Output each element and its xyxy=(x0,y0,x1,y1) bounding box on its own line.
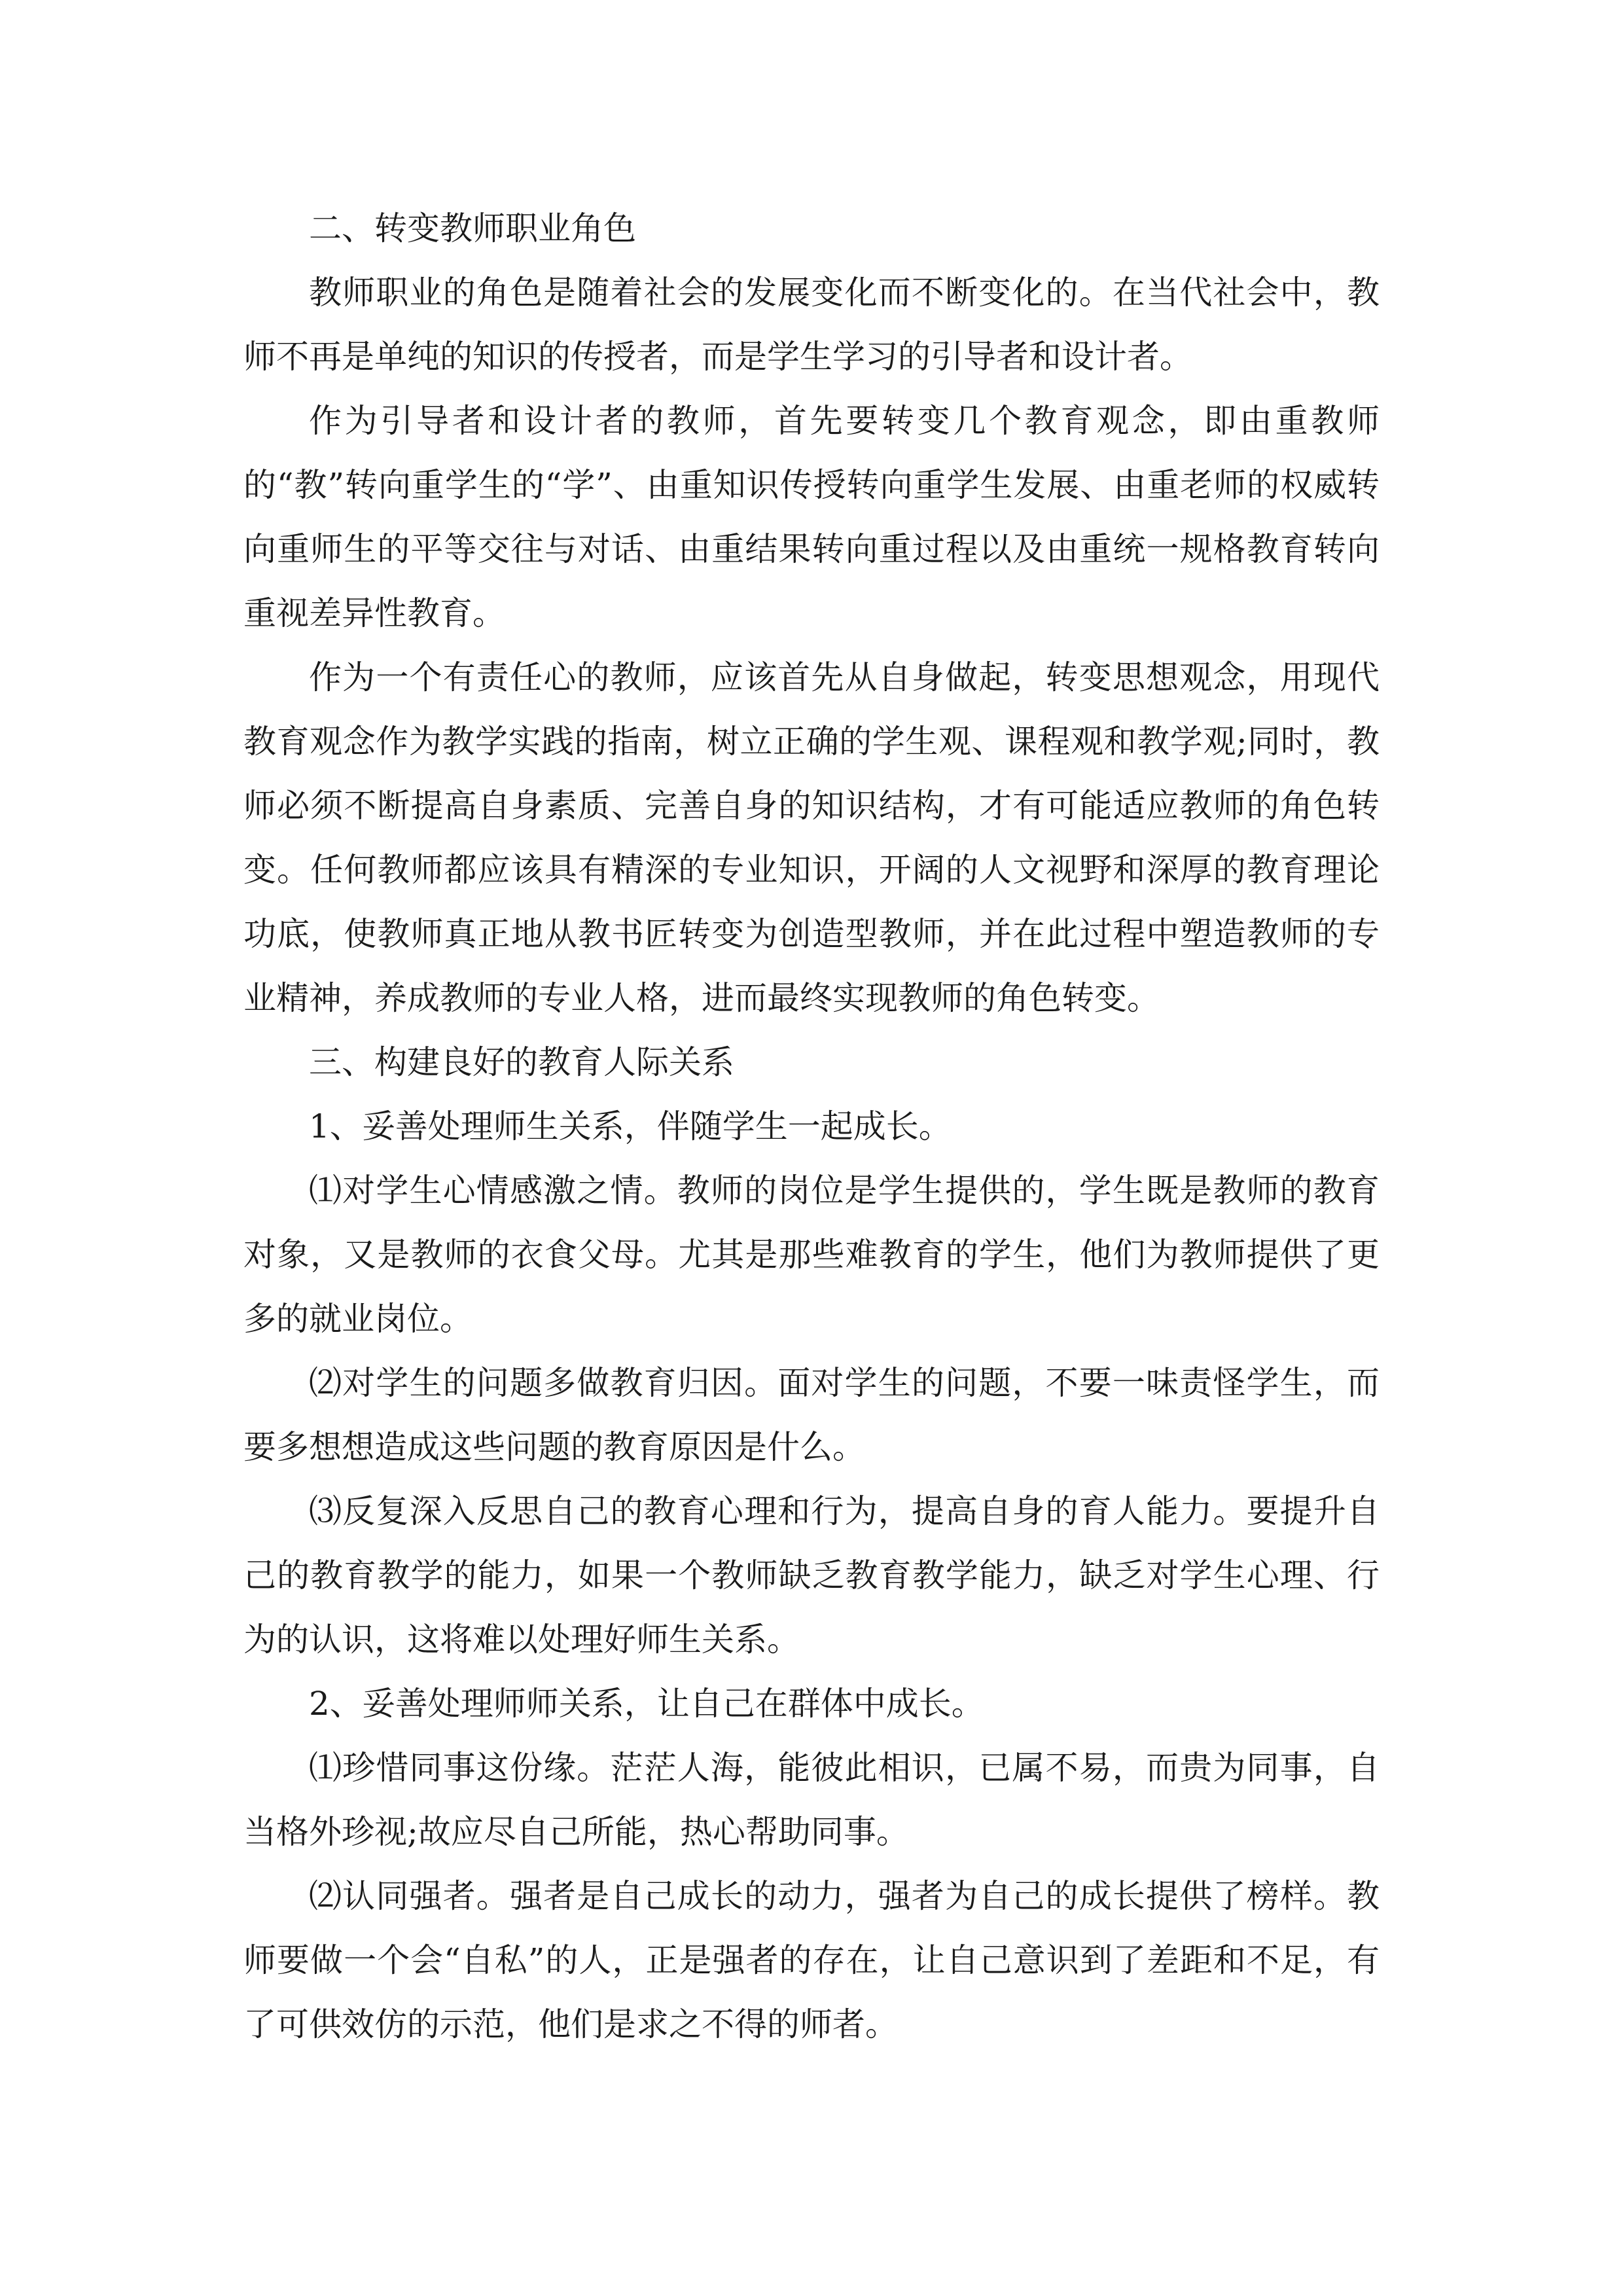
paragraph: 教师职业的角色是随着社会的发展变化而不断变化的。在当代社会中，教师不再是单纯的知识的传授者，而是学生学习的引导者和设计者。 xyxy=(243,274,1380,376)
paragraph: ⑴对学生心情感激之情。教师的岗位是学生提供的，学生既是教师的教育对象，又是教师的衣食父母。尤其是那些难教育的学生，他们为教师提供了更多的就业岗位。 xyxy=(243,1172,1380,1338)
section-heading-3: 三、构建良好的教育人际关系 xyxy=(309,1043,734,1081)
subsection-heading-2: 2、妥善处理师师关系，让自己在群体中成长。 xyxy=(309,1685,984,1723)
paragraph: ⑵对学生的问题多做教育归因。面对学生的问题，不要一味责怪学生，而要多想想造成这些问题的教育原因是什么。 xyxy=(243,1364,1380,1466)
paragraph: ⑶反复深入反思自己的教育心理和行为，提高自身的育人能力。要提升自己的教育教学的能力，如果一个教师缺乏教育教学能力，缺乏对学生心理、行为的认识，这将难以处理好师生关系。 xyxy=(243,1492,1380,1659)
document-body xyxy=(243,196,1380,2056)
paragraph: ⑴珍惜同事这份缘。茫茫人海，能彼此相识，已属不易，而贵为同事，自当格外珍视;故应尽自己所能，热心帮助同事。 xyxy=(243,1749,1380,1851)
subsection-heading-1: 1、妥善处理师生关系，伴随学生一起成长。 xyxy=(309,1107,952,1145)
paragraph: 作为一个有责任心的教师，应该首先从自身做起，转变思想观念，用现代教育观念作为教学实践的指南，树立正确的学生观、课程观和教学观;同时，教师必须不断提高自身素质、完善自身的知识结构，才有可能适应教师的角色转变。任何教师都应该具有精深的专业知识，开阔的人文视野和深厚的教育理论功底，使教师真正地从教书匠转变为创造型教师，并在此过程中塑造教师的专业精神，养成教师的专业人格，进而最终实现教师的角色转变。 xyxy=(243,658,1380,1017)
paragraph: 作为引导者和设计者的教师，首先要转变几个教育观念，即由重教师的“教”转向重学生的“学”、由重知识传授转向重学生发展、由重老师的权威转向重师生的平等交往与对话、由重结果转向重过程以及由重统一规格教育转向重视差异性教育。 xyxy=(243,402,1380,632)
section-heading-2: 二、转变教师职业角色 xyxy=(309,209,636,247)
paragraph: ⑵认同强者。强者是自己成长的动力，强者为自己的成长提供了榜样。教师要做一个会“自私”的人，正是强者的存在，让自己意识到了差距和不足，有了可供效仿的示范，他们是求之不得的师者。 xyxy=(243,1877,1380,2043)
